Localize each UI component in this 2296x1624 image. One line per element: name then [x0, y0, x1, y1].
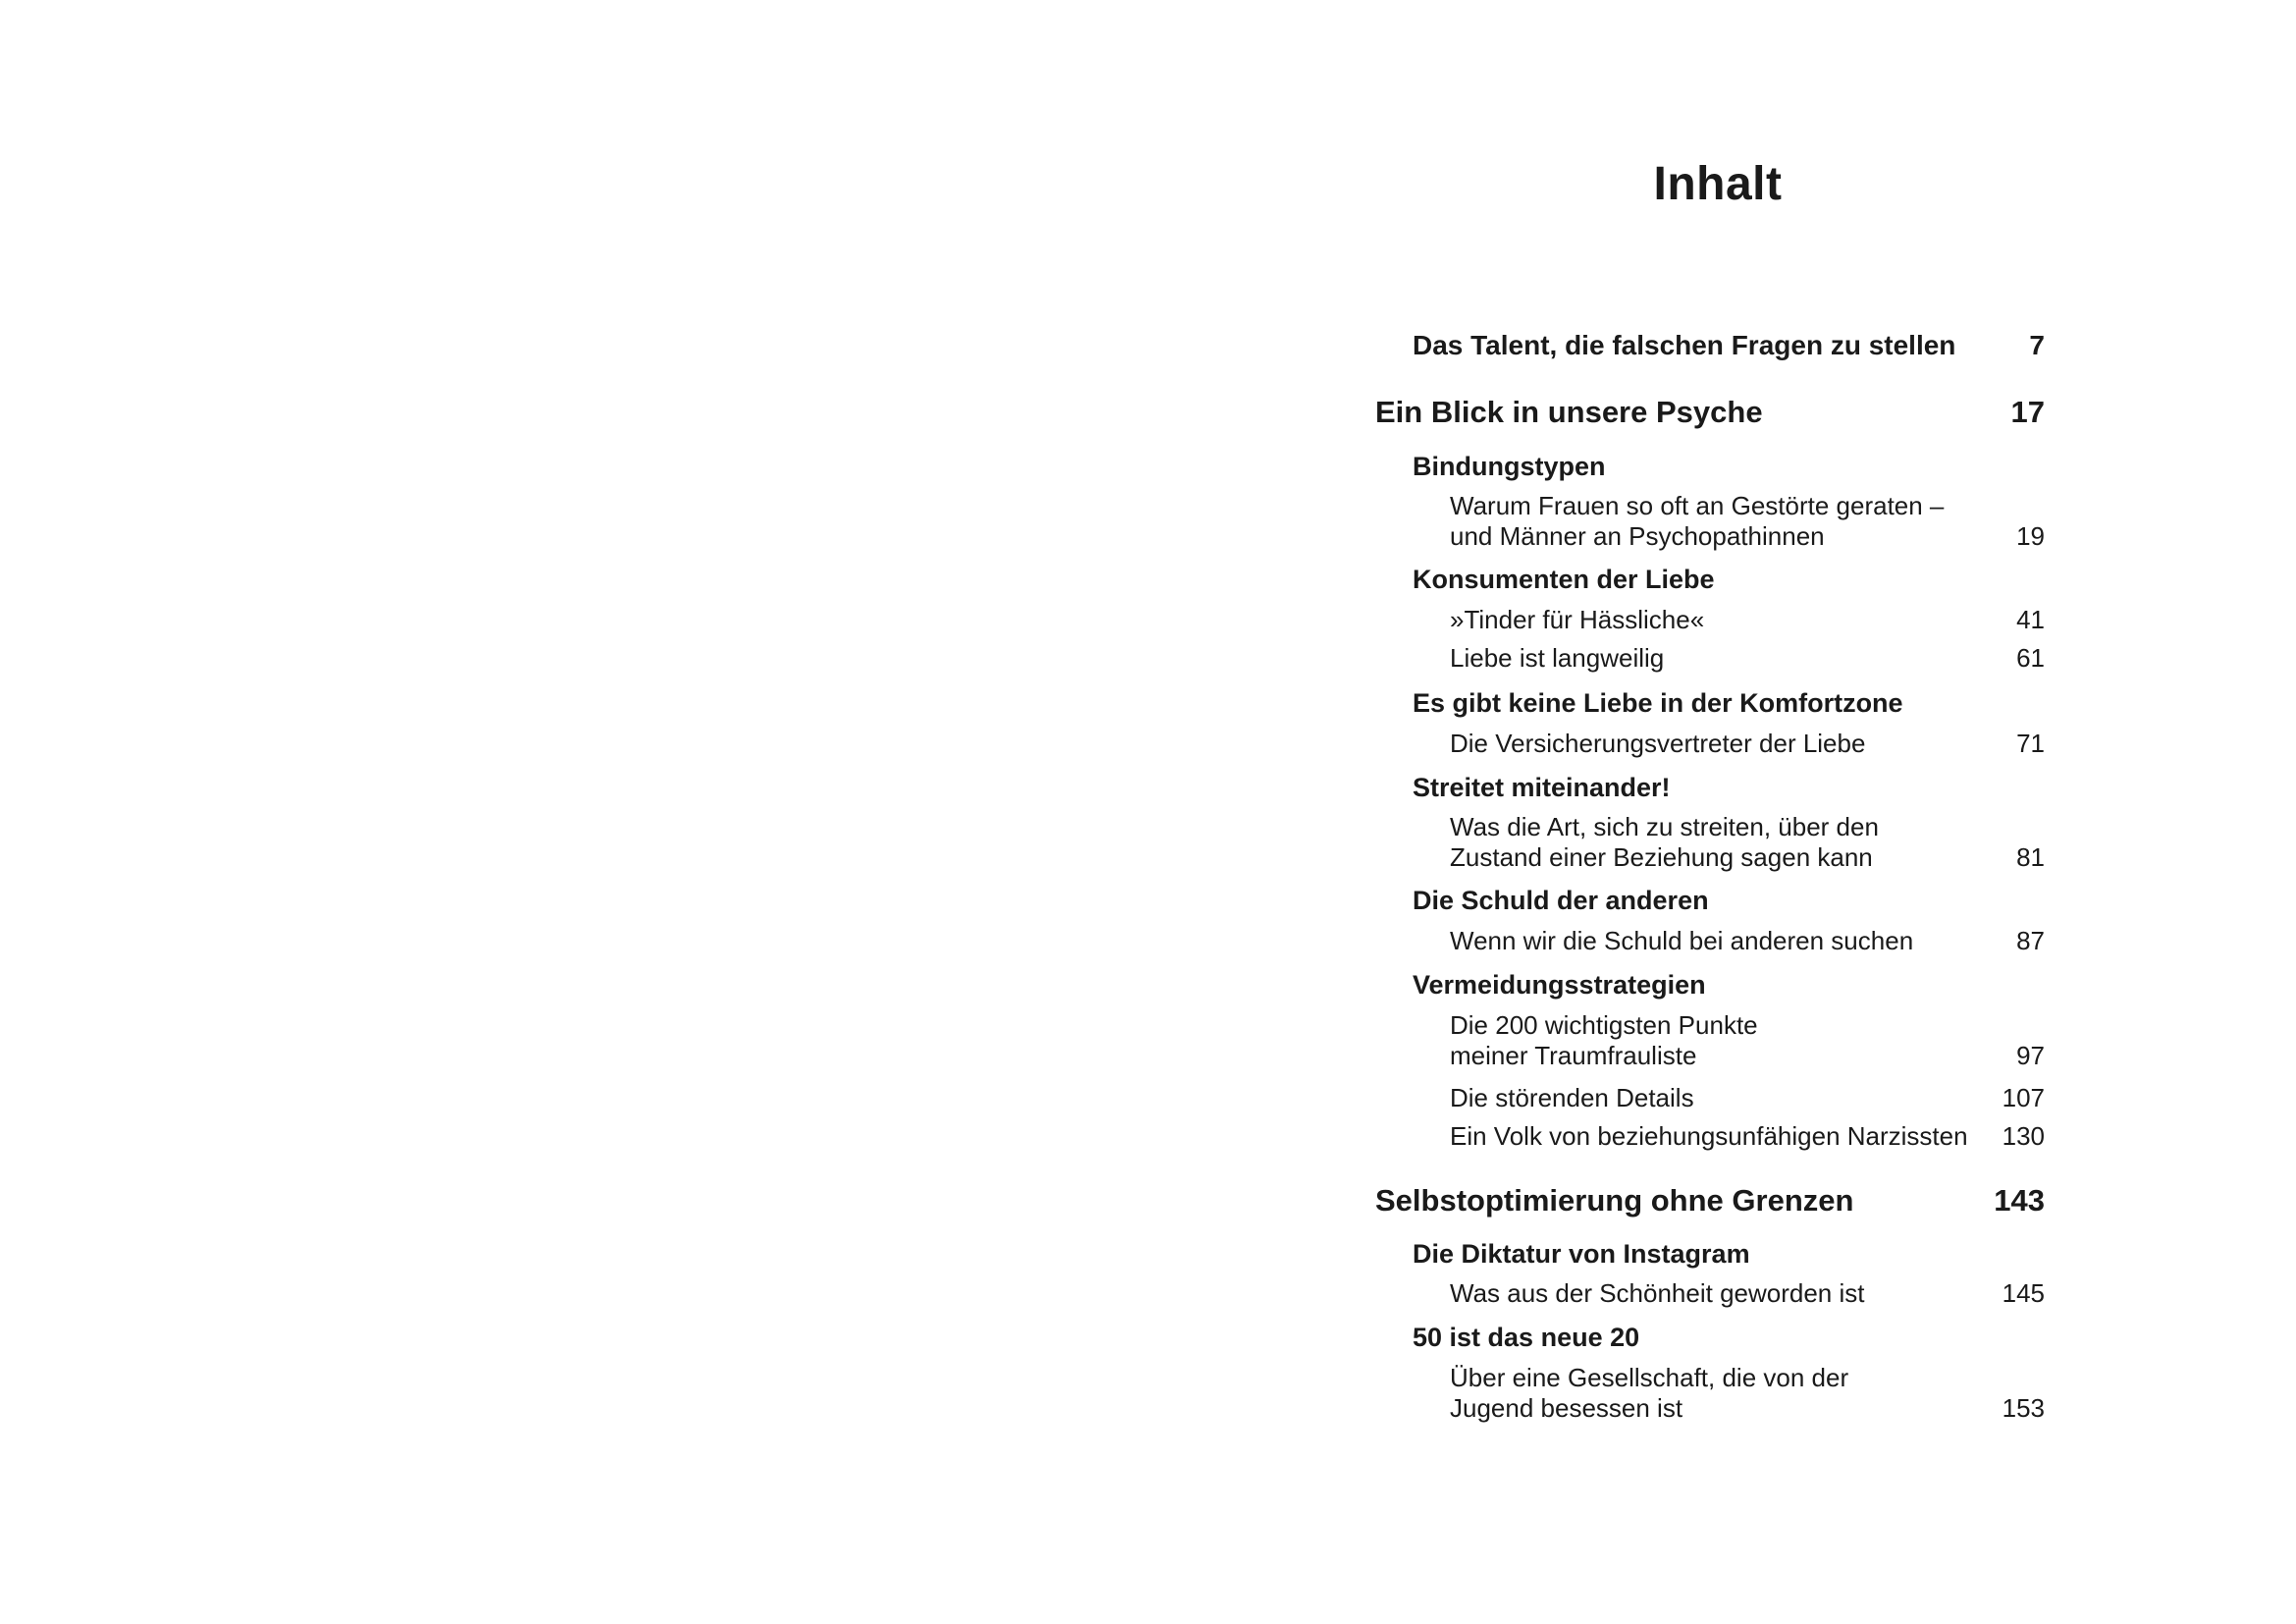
- toc-item-page: 130: [2002, 1121, 2045, 1151]
- toc-section-title: Konsumenten der Liebe: [1413, 565, 1715, 594]
- toc-section: [1375, 565, 2045, 595]
- toc-item-title: Liebe ist langweilig: [1450, 643, 1665, 673]
- toc-section: [1375, 773, 2045, 803]
- toc-item-title: Was aus der Schönheit geworden ist: [1450, 1278, 1865, 1308]
- toc-section: [1375, 1239, 2045, 1270]
- toc-entry[interactable]: [1375, 330, 2045, 361]
- toc-item-title: Über eine Gesellschaft, die von der Jugend besessen ist: [1450, 1363, 1849, 1423]
- toc-item-title: »Tinder für Hässliche«: [1450, 605, 1705, 634]
- toc-chapter[interactable]: [1375, 1183, 2045, 1218]
- toc-item-title: Was die Art, sich zu streiten, über den Zustand einer Beziehung sagen kann: [1450, 812, 1879, 872]
- toc-section: [1375, 688, 2045, 719]
- toc-chapter[interactable]: [1375, 395, 2045, 430]
- toc-item-title: Die 200 wichtigsten Punkte meiner Traumfrauliste: [1450, 1010, 1758, 1070]
- toc-item-page: 19: [2016, 521, 2045, 551]
- toc-section-title: Die Schuld der anderen: [1413, 886, 1709, 915]
- toc-item[interactable]: [1375, 1083, 2045, 1113]
- toc-item[interactable]: [1375, 729, 2045, 759]
- toc-item-title: Ein Volk von beziehungsunfähigen Narzissten: [1450, 1121, 1968, 1151]
- toc-chapter-title: Selbstoptimierung ohne Grenzen: [1375, 1183, 1854, 1218]
- toc-section-title: Die Diktatur von Instagram: [1413, 1239, 1750, 1269]
- toc-item[interactable]: [1375, 605, 2045, 635]
- toc-section-title: Es gibt keine Liebe in der Komfortzone: [1413, 688, 1903, 718]
- toc-section: [1375, 970, 2045, 1001]
- toc-entry-title: Das Talent, die falschen Fragen zu stellen: [1413, 330, 1956, 360]
- toc-item-page: 153: [2002, 1393, 2045, 1423]
- toc-item-title: Die störenden Details: [1450, 1083, 1694, 1112]
- toc-item[interactable]: [1375, 643, 2045, 674]
- toc-item-page: 61: [2016, 643, 2045, 673]
- toc-entry-page: 7: [2029, 330, 2045, 360]
- toc-item[interactable]: [1375, 1121, 2045, 1152]
- toc-item-title: Wenn wir die Schuld bei anderen suchen: [1450, 926, 1914, 955]
- toc-chapter-title: Ein Blick in unsere Psyche: [1375, 395, 1763, 429]
- toc-item-page: 41: [2016, 605, 2045, 634]
- toc-section-title: Bindungstypen: [1413, 452, 1606, 481]
- toc-item-page: 97: [2016, 1041, 2045, 1070]
- toc-item-page: 87: [2016, 926, 2045, 955]
- toc-item[interactable]: [1375, 1010, 2045, 1071]
- toc-item-title: Die Versicherungsvertreter der Liebe: [1450, 729, 1866, 758]
- toc-section: [1375, 452, 2045, 482]
- toc-section-title: 50 ist das neue 20: [1413, 1323, 1640, 1352]
- toc-section-title: Vermeidungsstrategien: [1413, 970, 1706, 1000]
- table-of-contents: [1375, 0, 2045, 1624]
- page-title: Inhalt: [1653, 158, 1783, 210]
- toc-item[interactable]: [1375, 1278, 2045, 1309]
- toc-section-title: Streitet miteinander!: [1413, 773, 1671, 802]
- toc-item[interactable]: [1375, 1363, 2045, 1424]
- toc-item[interactable]: [1375, 491, 2045, 552]
- toc-item-page: 107: [2002, 1083, 2045, 1112]
- toc-item-title: Warum Frauen so oft an Gestörte geraten – und Männer an Psychopathinnen: [1450, 491, 1945, 551]
- toc-chapter-page: 17: [2010, 395, 2045, 429]
- toc-item-page: 81: [2016, 842, 2045, 872]
- toc-item[interactable]: [1375, 926, 2045, 956]
- toc-item-page: 71: [2016, 729, 2045, 758]
- toc-section: [1375, 1323, 2045, 1353]
- toc-chapter-page: 143: [1994, 1183, 2045, 1218]
- toc-section: [1375, 886, 2045, 916]
- toc-item[interactable]: [1375, 812, 2045, 873]
- toc-item-page: 145: [2002, 1278, 2045, 1308]
